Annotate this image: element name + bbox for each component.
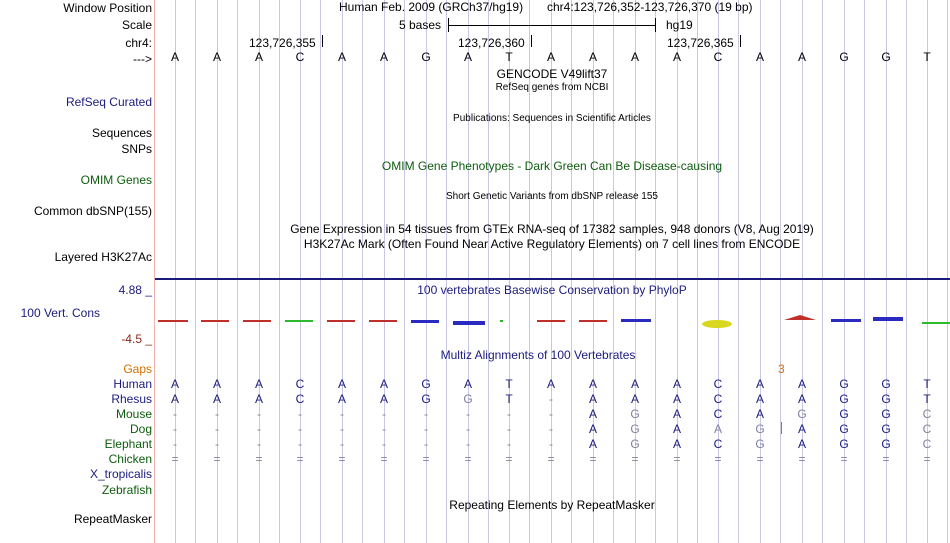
alignment-base: G [463,392,473,406]
alignment-base: G [755,422,765,436]
base-grid-line [195,0,196,543]
alignment-base: G [839,392,849,406]
alignment-base: A [337,392,346,406]
alignment-base: A [672,407,681,421]
gap-marker [781,422,782,434]
reference-base: A [463,50,472,64]
alignment-base: A [379,392,388,406]
multiz-track-title[interactable]: Multiz Alignments of 100 Vertebrates [440,348,636,362]
alignment-base: A [170,377,179,391]
alignment-base: - [340,407,344,421]
reference-base: G [839,50,849,64]
alignment-base: A [672,437,681,451]
ruler-tick [322,35,323,47]
track-label-repeatmasker[interactable]: RepeatMasker [73,512,152,526]
alignment-base: - [466,437,470,451]
alignment-base: = [255,452,263,466]
alignment-base: - [173,407,177,421]
alignment-base: G [755,437,765,451]
alignment-base: A [672,422,681,436]
alignment-base: A [170,392,179,406]
species-label-x_tropicalis[interactable]: X_tropicalis [89,467,152,481]
alignment-base: G [881,422,891,436]
chrom-label: chr4: [125,36,152,50]
track-label-snps[interactable]: SNPs [121,142,152,156]
base-grid-line [655,0,656,543]
base-grid-line [613,0,614,543]
alignment-base: - [298,407,302,421]
alignment-base: = [631,452,639,466]
alignment-base: - [466,407,470,421]
alignment-base: C [922,407,932,421]
alignment-base: G [630,422,640,436]
base-grid-line [822,0,823,543]
alignment-base: G [839,437,849,451]
alignment-base: - [549,422,553,436]
alignment-base: G [839,377,849,391]
alignment-base: - [424,422,428,436]
alignment-base: - [340,437,344,451]
phylop-track-title[interactable]: 100 vertebrates Basewise Conservation by PhyloP [417,283,687,297]
alignment-base: A [713,422,722,436]
ruler-tick [531,35,532,47]
base-grid-line [488,0,489,543]
reference-base: A [672,50,681,64]
base-grid-line [864,0,865,543]
alignment-base: A [797,437,806,451]
reference-base: T [923,50,931,64]
alignment-base: G [839,407,849,421]
reference-base: A [337,50,346,64]
alignment-base: A [755,407,764,421]
alignment-base: G [797,407,807,421]
alignment-base: G [630,407,640,421]
alignment-base: = [171,452,179,466]
alignment-base: - [382,437,386,451]
strand-arrow-label[interactable]: ---> [133,52,152,66]
track-label-dbsnp[interactable]: Common dbSNP(155) [33,204,152,218]
reference-base: C [295,50,305,64]
base-grid-line [237,0,238,543]
alignment-base: - [215,422,219,436]
species-label-chicken[interactable]: Chicken [108,452,152,466]
ruler-tick [740,35,741,47]
cons-min-label: -4.5 _ [121,332,152,346]
alignment-base: G [881,437,891,451]
alignment-base: G [421,377,431,391]
alignment-base: C [295,392,305,406]
alignment-base: = [464,452,472,466]
conservation-track-border [155,278,950,280]
scale-db: hg19 [666,18,693,32]
base-grid-line [906,0,907,543]
repeatmasker-track-title[interactable]: Repeating Elements by RepeatMasker [449,498,655,512]
alignment-base: = [338,452,346,466]
species-label-rhesus[interactable]: Rhesus [111,392,152,406]
reference-base: C [713,50,723,64]
base-grid-line [780,0,781,543]
h3k27ac-track-title[interactable]: H3K27Ac Mark (Often Found Near Active Regulatory Elements) on 7 cell lines from ENCODE [303,237,801,251]
alignment-base: A [212,377,221,391]
reference-base: A [797,50,806,64]
track-label-h3k27ac[interactable]: Layered H3K27Ac [54,250,152,264]
alignment-base: - [257,407,261,421]
species-label-zebrafish[interactable]: Zebrafish [101,483,152,497]
assembly-title: Human Feb. 2009 (GRCh37/hg19) [339,0,524,14]
ruler-tick-label: 123,726,360 [458,36,525,50]
alignment-base: - [549,437,553,451]
base-grid-line [279,0,280,543]
scale-label: Scale [121,18,152,32]
alignment-base: A [463,377,472,391]
alignment-base: = [756,452,764,466]
alignment-base: A [797,422,806,436]
alignment-base: - [298,437,302,451]
reference-base: A [170,50,179,64]
alignment-base: C [922,422,932,436]
alignment-base: G [881,377,891,391]
scale-text: 5 bases [399,18,442,32]
base-grid-line [320,0,321,543]
alignment-base: A [588,422,597,436]
base-grid-line [697,0,698,543]
alignment-base: C [713,437,723,451]
alignment-base: C [713,377,723,391]
gtex-track-title[interactable]: Gene Expression in 54 tissues from GTEx RNA-seq of 17382 samples, 948 donors (V8, Aug 2019) [290,222,814,236]
base-grid-line [362,0,363,543]
alignment-base: = [673,452,681,466]
alignment-base: - [549,392,553,406]
base-grid-line [738,0,739,543]
alignment-base: - [382,407,386,421]
alignment-base: = [589,452,597,466]
gencode-track-title[interactable]: GENCODE V49lift37 [496,67,608,81]
reference-base: G [421,50,431,64]
alignment-base: A [254,392,263,406]
alignment-base: A [630,377,639,391]
scale-bar [448,18,656,32]
reference-base: T [505,50,513,64]
base-grid-line [947,0,948,543]
alignment-base: = [296,452,304,466]
omim-track-title[interactable]: OMIM Gene Phenotypes - Dark Green Can Be Disease-causing [381,159,723,173]
alignment-base: - [507,437,511,451]
alignment-base: - [340,422,344,436]
track-label-vert-cons[interactable]: 100 Vert. Cons [20,306,100,320]
alignment-base: - [215,437,219,451]
alignment-base: - [466,422,470,436]
alignment-base: T [505,377,513,391]
track-label-sequences[interactable]: Sequences [91,126,152,140]
alignment-base: T [505,392,513,406]
alignment-base: - [298,422,302,436]
dbsnp-track-title[interactable]: Short Genetic Variants from dbSNP release 155 [446,191,658,202]
alignment-base: T [923,377,931,391]
alignment-base: = [923,452,931,466]
alignment-base: = [882,452,890,466]
reference-base: A [254,50,263,64]
alignment-base: = [380,452,388,466]
alignment-base: C [295,377,305,391]
ruler-tick-label: 123,726,355 [249,36,316,50]
alignment-base: A [797,377,806,391]
reference-base: A [212,50,221,64]
alignment-base: A [630,392,639,406]
refseq-track-title[interactable]: RefSeq genes from NCBI [495,82,609,93]
alignment-base: - [257,422,261,436]
cons-max-label: 4.88 _ [118,283,152,297]
alignment-base: - [424,437,428,451]
alignment-base: A [755,377,764,391]
alignment-base: - [215,407,219,421]
base-grid-line [404,0,405,543]
species-label-human[interactable]: Human [113,377,152,391]
alignment-base: A [755,392,764,406]
track-label-gaps[interactable]: Gaps [123,362,152,376]
alignment-base: A [672,392,681,406]
alignment-base: - [507,407,511,421]
alignment-base: A [797,392,806,406]
species-label-elephant[interactable]: Elephant [104,437,152,451]
species-label-dog[interactable]: Dog [129,422,152,436]
reference-base: A [379,50,388,64]
alignment-base: G [630,437,640,451]
alignment-base: A [379,377,388,391]
alignment-base: C [713,392,723,406]
alignment-base: - [549,407,553,421]
alignment-base: A [672,377,681,391]
alignment-base: T [923,392,931,406]
track-label-refseq[interactable]: RefSeq Curated [65,95,152,109]
alignment-base: = [840,452,848,466]
reference-base: A [755,50,764,64]
reference-base: G [881,50,891,64]
alignment-base: A [588,392,597,406]
window-position-label: Window Position [63,1,152,15]
alignment-base: A [254,377,263,391]
base-grid-line [446,0,447,543]
alignment-base: C [713,407,723,421]
alignment-base: = [714,452,722,466]
alignment-base: = [798,452,806,466]
alignment-base: A [337,377,346,391]
alignment-base: A [588,407,597,421]
alignment-base: - [173,437,177,451]
alignment-base: - [382,422,386,436]
alignment-base: G [839,422,849,436]
alignment-base: = [213,452,221,466]
alignment-base: A [546,377,555,391]
position-readout: chr4:123,726,352-123,726,370 (19 bp) [547,0,753,14]
reference-base: A [588,50,597,64]
alignment-base: - [257,437,261,451]
phylop-signal [155,310,950,335]
alignment-base: G [881,407,891,421]
reference-base: A [546,50,555,64]
alignment-base: C [922,437,932,451]
alignment-base: G [881,392,891,406]
alignment-base: A [212,392,221,406]
alignment-base: - [424,407,428,421]
alignment-base: = [422,452,430,466]
track-label-omim[interactable]: OMIM Genes [80,173,152,187]
alignment-base: G [421,392,431,406]
alignment-base: - [507,422,511,436]
alignment-base: = [505,452,513,466]
alignment-base: A [588,377,597,391]
reference-base: A [630,50,639,64]
gap-count: 3 [778,362,785,376]
alignment-base: = [547,452,555,466]
ruler-tick-label: 123,726,365 [667,36,734,50]
alignment-base: A [588,437,597,451]
species-label-mouse[interactable]: Mouse [115,407,152,421]
publications-track-title[interactable]: Publications: Sequences in Scientific Articles [453,113,651,124]
alignment-base: - [173,422,177,436]
